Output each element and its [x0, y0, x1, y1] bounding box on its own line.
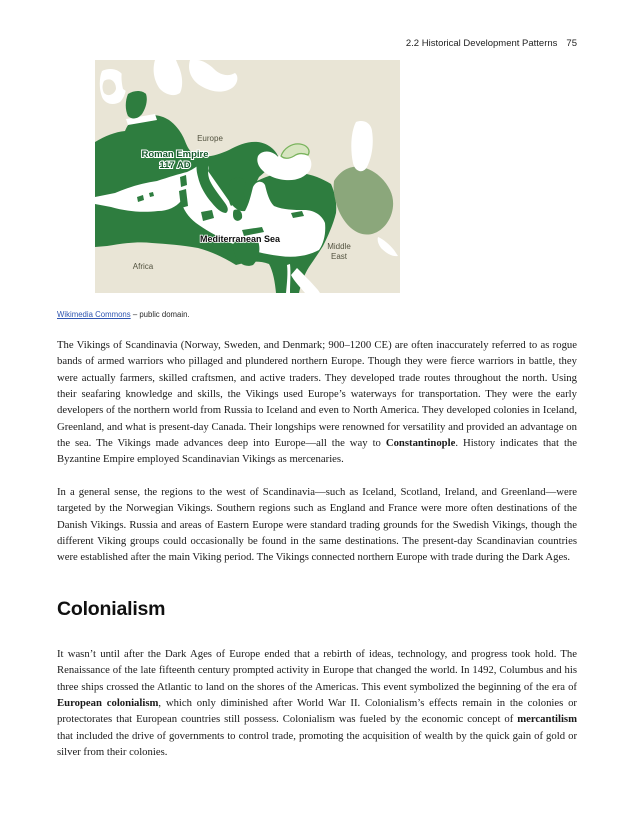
page-header [406, 38, 577, 49]
caption-suffix: – public domain. [130, 310, 190, 319]
map-label-mediterranean-sea: Mediterranean Sea [199, 234, 281, 244]
map-label-africa: Africa [132, 262, 154, 271]
section-heading-colonialism: Colonialism [57, 598, 166, 620]
running-head: 2.2 Historical Development Patterns [405, 38, 558, 49]
roman-empire-map [95, 60, 400, 293]
map-label-europe: Europe [197, 134, 223, 143]
map-label-middle: Middle [327, 242, 351, 251]
figure-caption [57, 310, 190, 319]
corsica-shape [180, 175, 187, 187]
paragraph-vikings-2: In a general sense, the regions to the west of Scandinavia—such as Iceland, Scotland, Ireland, and Greenland—were targeted by the Norwegian Vikings. Southern regions such as England and France were more often destinations of the Danish Vikings. Russia and areas of Eastern Europe were standard trading grounds for the Swedish Vikings, though the different Viking groups could occasionally be found in the same destinations. The present-day Scandinavian countries were established after the main Viking period. The Vikings connected northern Europe with trade during the Dark Ages. [57, 486, 577, 564]
paragraph-colonialism: It wasn’t until after the Dark Ages of Europe ended that a rebirth of ideas, technology, and progress took hold. The Renaissance of the late fifteenth century prompted activity in Europe that changed the world. In 1492, Columbus and his three ships crossed the Atlantic to land on the shores of the Americas. This event symbolized the beginning of the era of European colonialism, which only diminished after World War II. Colonialism’s effects remain in the colonies or protectorates that European countries still possess. Colonialism was fueled by the economic concept of mercantilism that included the drive of governments to control trade, promoting the acquisition of wealth by the quick gain of gold or silver from their colonies. [57, 648, 577, 759]
paragraph-vikings-1: The Vikings of Scandinavia (Norway, Sweden, and Denmark; 900–1200 CE) are often inaccurately referred to as rogue bands of armed warriors who pillaged and plundered northern Europe. Though they were fierce warriors in battle, they were actually farmers, skilled craftsmen, and active traders. They developed trade routes throughout the north. Using their seafaring knowledge and skills, the Vikings used Europe’s waterways for transportation. They were the early developers of the northern world from Russia to Iceland and even to North America. They developed colonies in Iceland, Greenland, and what is present-day Canada. Their longships were renowned for versatility and provided an advantage on the sea. The Vikings made advances deep into Europe—all the way to Constantinople. History indicates that the Byzantine Empire employed Scandinavian Vikings as mercenaries. [57, 339, 578, 466]
page-number: 75 [566, 38, 577, 49]
map-label-117-ad: 117 AD [159, 160, 191, 171]
map-label-roman-empire: Roman Empire [141, 149, 209, 160]
roman-empire-map-figure [95, 60, 400, 293]
wikimedia-commons-link[interactable]: Wikimedia Commons [57, 310, 131, 319]
map-label-east: East [330, 252, 348, 261]
